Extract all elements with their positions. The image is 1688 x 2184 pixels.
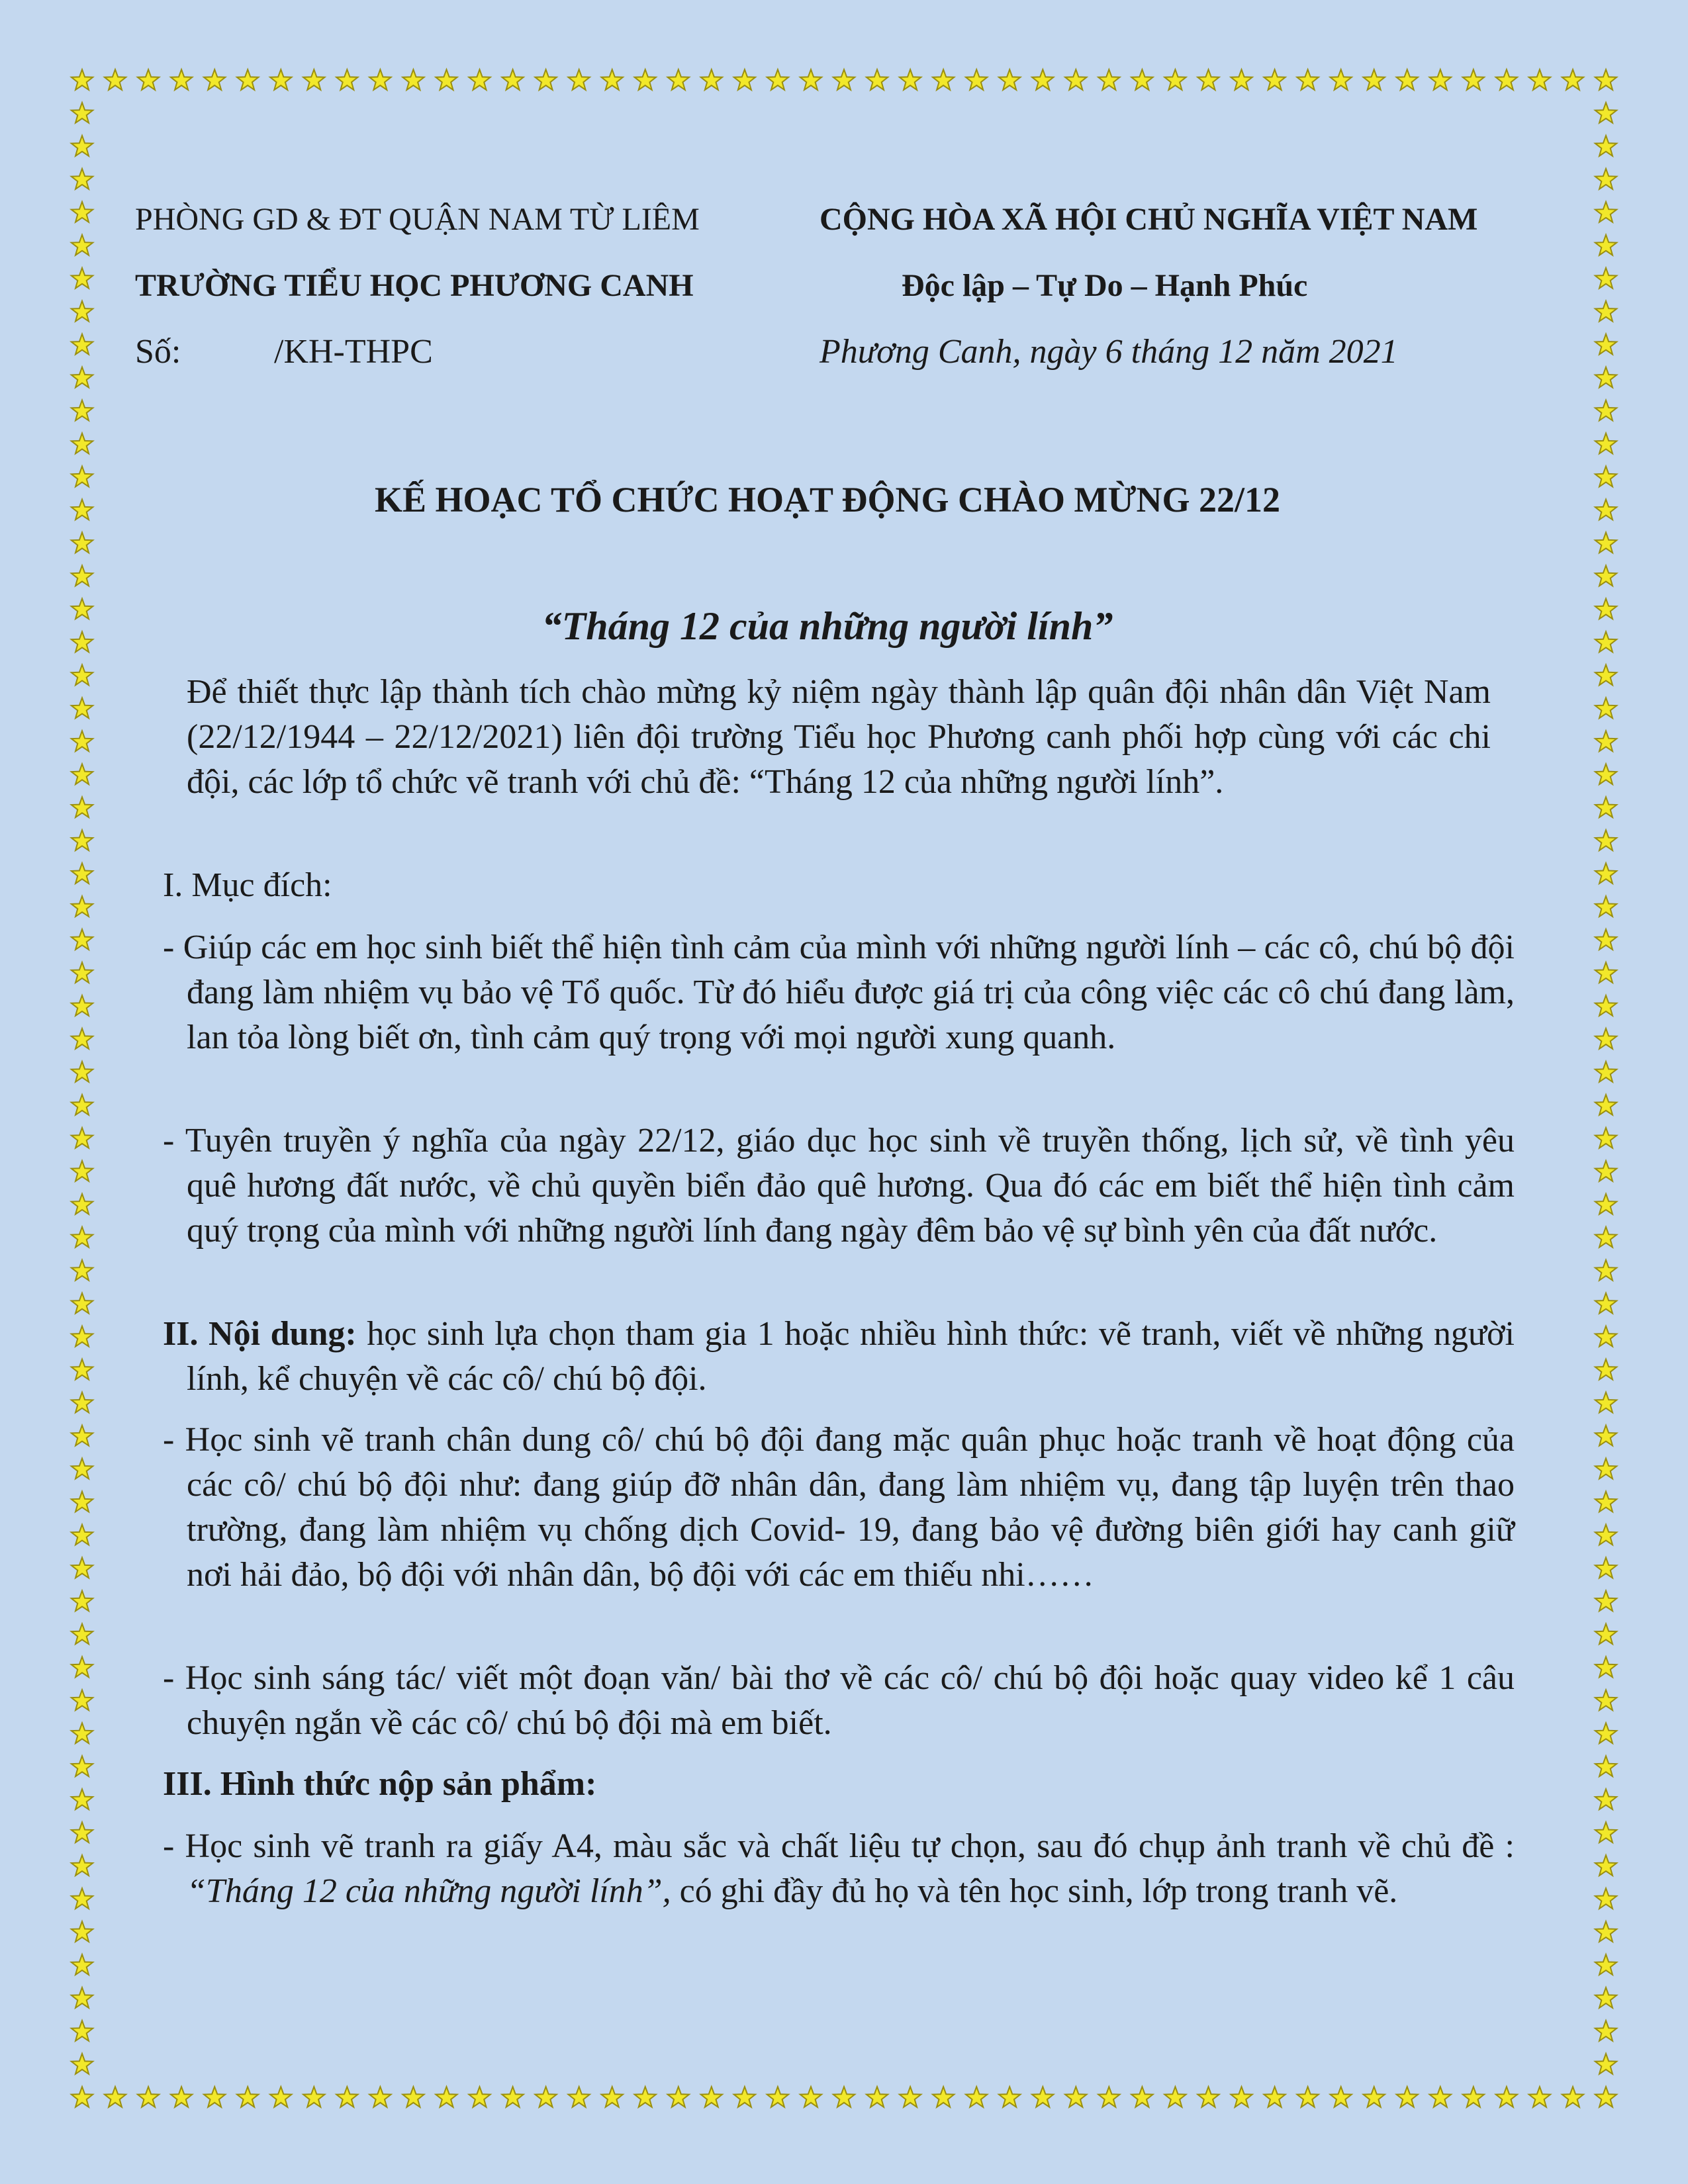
header-number-label: Số: [135, 333, 181, 371]
section1-heading: I. Mục đích: [163, 866, 332, 904]
section2-item: - Học sinh vẽ tranh chân dung cô/ chú bộ đội đang mặc quân phục hoặc tranh về hoạt động của các cô/ chú bộ đội như: đang giúp đỡ nhân dân, đang làm nhiệm vụ, đang tập luyện trên thao trường, đang làm nhiệm vụ chống dịch Covid- 19, đang bảo vệ đường biên giới hay canh giữ nơi hải đảo, bộ đội với nhân dân, bộ đội với các em thiếu nhi…… [163, 1421, 1515, 1594]
section3-item-part2: có ghi đầy đủ họ và tên học sinh, lớp trong tranh vẽ. [671, 1872, 1398, 1910]
section2-heading: II. Nội dung: [163, 1315, 357, 1353]
document-title: KẾ HOẠC TỔ CHỨC HOẠT ĐỘNG CHÀO MỪNG 22/12 [374, 480, 1281, 520]
header-country: CỘNG HÒA XÃ HỘI CHỦ NGHĨA VIỆT NAM [820, 202, 1478, 237]
section2-heading-rest: học sinh lựa chọn tham gia 1 hoặc nhiều hình thức: vẽ tranh, viết về những người lính, kể chuyện về các cô/ chú bộ đội. [187, 1315, 1515, 1398]
intro-paragraph: Để thiết thực lập thành tích chào mừng kỷ niệm ngày thành lập quân đội nhân dân Việt Nam (22/12/1944 – 22/12/2021) liên đội trường Tiểu học Phương canh phối hợp cùng với các chi đội, các lớp tổ chức vẽ tranh với chủ đề: “Tháng 12 của những người lính”. [187, 673, 1491, 801]
section2-item: - Học sinh sáng tác/ viết một đoạn văn/ bài thơ về các cô/ chú bộ đội hoặc quay video kể 1 câu chuyện ngắn về các cô/ chú bộ đội mà em biết. [163, 1659, 1515, 1742]
section1-item: - Giúp các em học sinh biết thể hiện tình cảm của mình với những người lính – các cô, chú bộ đội đang làm nhiệm vụ bảo vệ Tổ quốc. Từ đó hiểu được giá trị của công việc các cô chú đang làm, lan tỏa lòng biết ơn, tình cảm quý trọng với mọi người xung quanh. [163, 929, 1515, 1056]
section3-heading: III. Hình thức nộp sản phẩm: [163, 1765, 597, 1803]
header-department: PHÒNG GD & ĐT QUẬN NAM TỪ LIÊM [135, 202, 700, 237]
header-motto: Độc lập – Tự Do – Hạnh Phúc [902, 268, 1308, 303]
header-school: TRƯỜNG TIỂU HỌC PHƯƠNG CANH [135, 268, 694, 303]
section3-item-part1: - Học sinh vẽ tranh ra giấy A4, màu sắc và chất liệu tự chọn, sau đó chụp ảnh tranh về chủ đề : [163, 1827, 1515, 1865]
section3-item-italic: “Tháng 12 của những người lính”, [187, 1872, 671, 1910]
document-slogan: “Tháng 12 của những người lính” [541, 604, 1113, 648]
header-date: Phương Canh, ngày 6 tháng 12 năm 2021 [820, 333, 1398, 371]
section1-item: - Tuyên truyền ý nghĩa của ngày 22/12, giáo dục học sinh về truyền thống, lịch sử, về tình yêu quê hương đất nước, về chủ quyền biển đảo quê hương. Qua đó các em biết thể hiện tình cảm quý trọng của mình với những người lính đang ngày đêm bảo vệ sự bình yên của đất nước. [163, 1122, 1515, 1250]
section2-intro [163, 1312, 1515, 1402]
header-number-code: /KH-THPC [274, 333, 433, 371]
section3-item [163, 1824, 1515, 1914]
